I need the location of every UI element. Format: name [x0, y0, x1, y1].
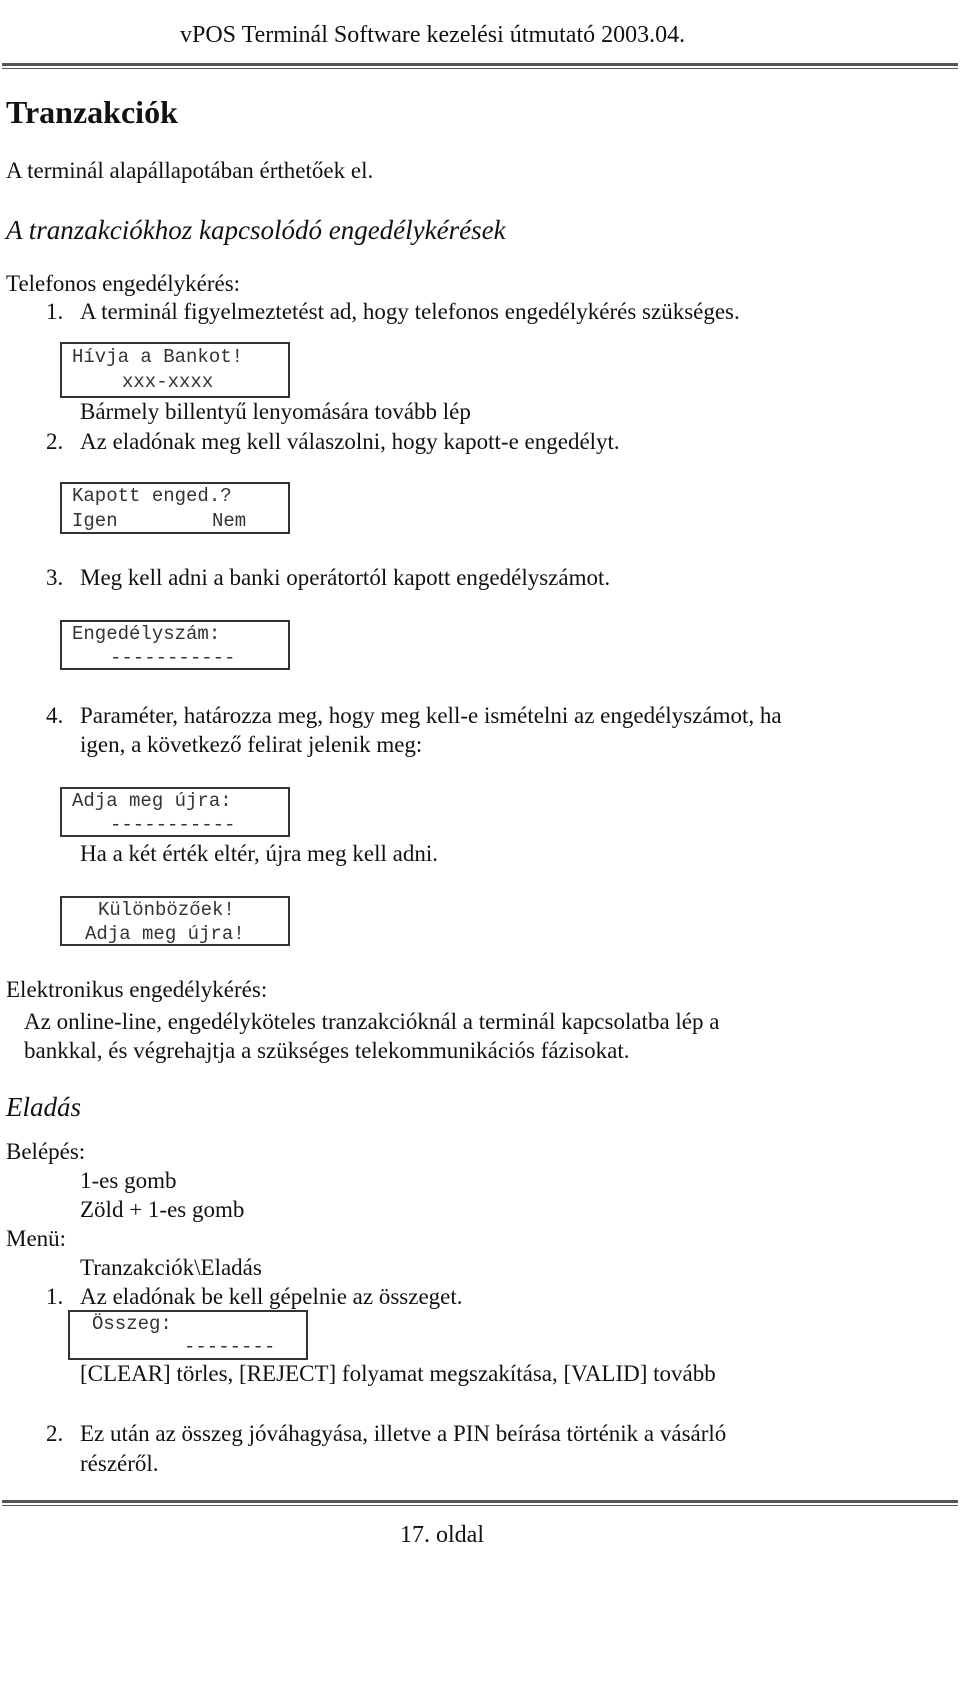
- entry-option: Zöld + 1-es gomb: [80, 1197, 245, 1222]
- screen-option-yes: Igen: [72, 510, 118, 532]
- step-number: 4.: [46, 703, 64, 728]
- step-number: 2.: [46, 429, 64, 454]
- intro-text: A terminál alapállapotában érthetőek el.: [6, 158, 374, 183]
- electronic-auth-label: Elektronikus engedélykérés:: [6, 977, 268, 1002]
- electronic-auth-text: Az online-line, engedélyköteles tranzakcióknál a terminál kapcsolatba lép a: [24, 1009, 720, 1034]
- step-text: részéről.: [80, 1451, 159, 1476]
- section-title: Tranzakciók: [6, 94, 178, 130]
- screen-note: Bármely billentyű lenyomására tovább lép: [80, 399, 471, 424]
- menu-path: Tranzakciók\Eladás: [80, 1255, 262, 1280]
- step-text: igen, a következő felirat jelenik meg:: [80, 732, 423, 757]
- screen-line: Adja meg újra:: [72, 790, 232, 812]
- step-number: 2.: [46, 1421, 64, 1446]
- screen-line: xxx-xxxx: [122, 371, 214, 393]
- screen-input-mask: -----------: [110, 647, 236, 669]
- screen-line: Engedélyszám:: [72, 623, 221, 645]
- page-header: vPOS Terminál Software kezelési útmutató 2003.04.: [180, 22, 686, 48]
- footer-rule: [2, 1500, 958, 1506]
- screen-amount-mask: --------: [184, 1336, 276, 1358]
- subsection-title-sale: Eladás: [6, 1092, 82, 1122]
- screen-option-no: Nem: [212, 510, 247, 532]
- step-number: 3.: [46, 565, 64, 590]
- phone-auth-label: Telefonos engedélykérés:: [6, 271, 241, 296]
- step-text: Ez után az összeg jóváhagyása, illetve a PIN beírása történik a vásárló: [80, 1421, 727, 1446]
- entry-option: 1-es gomb: [80, 1168, 177, 1193]
- step-number: 1.: [46, 299, 64, 324]
- screen-line: Kapott enged.?: [72, 485, 232, 507]
- step-text: Az eladónak meg kell válaszolni, hogy kapott-e engedélyt.: [80, 429, 620, 454]
- screen-line: Hívja a Bankot!: [72, 346, 244, 368]
- screen-note: Ha a két érték eltér, újra meg kell adni.: [80, 841, 438, 866]
- step-text: Az eladónak be kell gépelnie az összeget.: [80, 1284, 463, 1309]
- step-text: Meg kell adni a banki operátortól kapott engedélyszámot.: [80, 565, 611, 590]
- step-text: A terminál figyelmeztetést ad, hogy telefonos engedélykérés szükséges.: [80, 299, 740, 324]
- step-text: Paraméter, határozza meg, hogy meg kell-e ismételni az engedélyszámot, ha: [80, 703, 782, 728]
- screen-input-mask: -----------: [110, 814, 236, 836]
- header-rule: [2, 63, 958, 69]
- page-number: 17. oldal: [400, 1522, 484, 1548]
- menu-label: Menü:: [6, 1226, 67, 1251]
- screen-amount-label: Összeg:: [92, 1313, 172, 1335]
- screen-line: Adja meg újra!: [85, 923, 245, 945]
- screen-line: Különbözőek!: [98, 899, 235, 921]
- subsection-title-authorizations: A tranzakciókhoz kapcsolódó engedélykérések: [6, 215, 506, 245]
- keys-note: [CLEAR] törles, [REJECT] folyamat megszakítása, [VALID] tovább: [80, 1361, 716, 1386]
- electronic-auth-text: bankkal, és végrehajtja a szükséges telekommunikációs fázisokat.: [24, 1038, 630, 1063]
- entry-label: Belépés:: [6, 1139, 86, 1164]
- step-number: 1.: [46, 1284, 64, 1309]
